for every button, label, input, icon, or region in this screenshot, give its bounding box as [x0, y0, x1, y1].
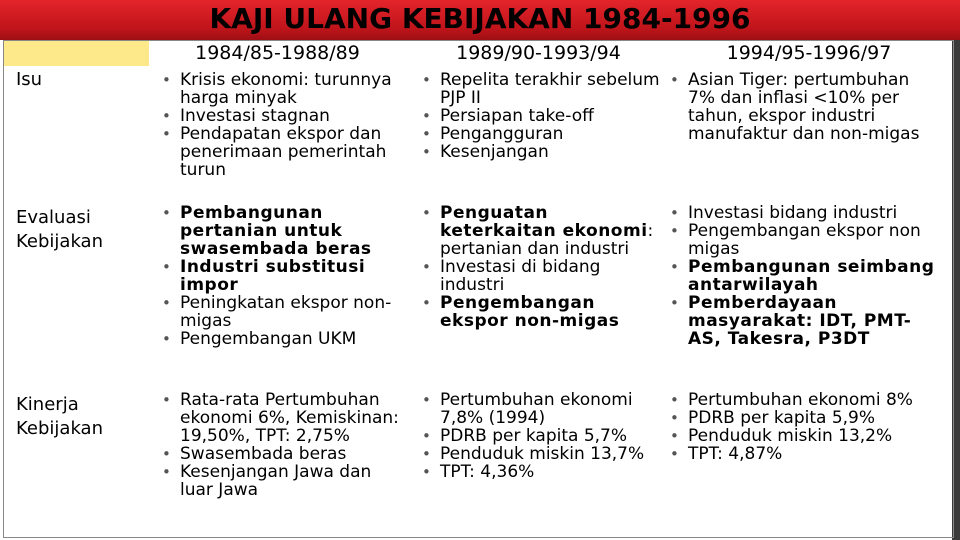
bullet-text: Investasi di bidang industri	[440, 257, 601, 295]
bullet-text: Peningkatan ekspor non-migas	[180, 293, 392, 331]
bullet-item	[668, 294, 943, 348]
bullet-item	[668, 258, 943, 294]
bullet-text: Pembangunan seimbang antarwilayah	[688, 257, 935, 295]
bullet-item	[420, 204, 660, 258]
cell-isu-1984	[160, 71, 400, 179]
bullet-item	[420, 125, 660, 143]
bullet-text: PDRB per kapita 5,7%	[440, 426, 628, 446]
bullet-text: Pendapatan ekspor dan penerimaan pemerintah turun	[180, 124, 387, 180]
bullet-text: TPT: 4,36%	[440, 462, 535, 482]
bullet-text: Pertumbuhan ekonomi 8%	[688, 390, 913, 410]
bullet-text: Penduduk miskin 13,7%	[440, 444, 645, 464]
cell-evaluasi-1994	[668, 204, 943, 348]
bullet-text: PDRB per kapita 5,9%	[688, 408, 876, 428]
bullet-text: Industri substitusi impor	[180, 257, 366, 295]
bullet-text: Pengembangan ekspor non migas	[688, 221, 921, 259]
bullet-item	[420, 391, 660, 427]
bullet-text: Rata-rata Pertumbuhan ekonomi 6%, Kemiskinan: 19,50%, TPT: 2,75%	[180, 390, 399, 446]
bullet-item	[668, 204, 943, 222]
bullet-item	[668, 409, 938, 427]
bullet-text: Pengangguran	[440, 124, 564, 144]
bullet-item	[420, 294, 660, 330]
bullet-item	[668, 445, 938, 463]
column-header-1984: 1984/85-1988/89	[195, 42, 360, 64]
row-label-kinerja: Kinerja Kebijakan	[16, 394, 103, 439]
bullet-item	[420, 107, 660, 125]
row-label-isu: Isu	[16, 69, 43, 90]
bullet-item	[420, 258, 660, 294]
bullet-text: Pengembangan ekspor non-migas	[440, 293, 620, 331]
cell-isu-1989	[420, 71, 660, 161]
bullet-item	[160, 107, 400, 125]
bullet-item	[160, 71, 400, 107]
bullet-item	[420, 463, 660, 481]
bullet-item	[420, 143, 660, 161]
bullet-item	[160, 294, 400, 330]
row-label-evaluasi: Evaluasi Kebijakan	[16, 207, 103, 252]
bullet-text: Swasembada beras	[180, 444, 347, 464]
bullet-bold-text: Penguatan keterkaitan ekonomi	[440, 203, 648, 241]
bullet-item	[668, 391, 938, 409]
slide-title: KAJI ULANG KEBIJAKAN 1984-1996	[209, 2, 751, 35]
bullet-text: Investasi stagnan	[180, 106, 330, 126]
bullet-item	[420, 445, 660, 463]
bullet-text: Repelita terakhir sebelum PJP II	[440, 70, 660, 108]
bullet-text: Pemberdayaan masyarakat: IDT, PMT-AS, Takesra, P3DT	[688, 293, 912, 349]
bullet-text: Asian Tiger: pertumbuhan 7% dan inflasi <10% per tahun, ekspor industri manufaktur dan non-migas	[688, 70, 920, 144]
bullet-text: Krisis ekonomi: turunnya harga minyak	[180, 70, 392, 108]
bullet-text: Kesenjangan	[440, 142, 549, 162]
bullet-text: Pengembangan UKM	[180, 329, 357, 349]
bullet-item	[160, 204, 400, 258]
bullet-item	[160, 258, 400, 294]
bullet-item	[160, 330, 400, 348]
bullet-item	[420, 71, 660, 107]
bullet-text: Pertumbuhan ekonomi 7,8% (1994)	[440, 390, 633, 428]
bullet-text: Kesenjangan Jawa dan luar Jawa	[180, 462, 372, 500]
bullet-item	[668, 222, 943, 258]
bullet-item	[668, 427, 938, 445]
bullet-item	[160, 391, 400, 445]
cell-evaluasi-1984	[160, 204, 400, 348]
bullet-text: Pembangunan pertanian untuk swasembada beras	[180, 203, 372, 259]
bullet-text: Investasi bidang industri	[688, 203, 898, 223]
cell-evaluasi-1989	[420, 204, 660, 330]
column-header-1994: 1994/95-1996/97	[726, 42, 892, 64]
bullet-text: Penduduk miskin 13,2%	[688, 426, 893, 446]
bullet-item	[420, 427, 660, 445]
cell-kinerja-1994	[668, 391, 938, 463]
bullet-text: Persiapan take-off	[440, 106, 594, 126]
bullet-item	[160, 445, 400, 463]
bullet-item	[668, 71, 938, 143]
bullet-text: : pertanian dan industri	[440, 221, 654, 259]
header-highlight-cell	[4, 41, 149, 66]
cell-isu-1994	[668, 71, 938, 143]
cell-kinerja-1989	[420, 391, 660, 481]
bullet-item	[160, 125, 400, 179]
bullet-item	[160, 463, 400, 499]
column-header-1989: 1989/90-1993/94	[456, 42, 621, 64]
bullet-text: TPT: 4,87%	[688, 444, 783, 464]
cell-kinerja-1984	[160, 391, 400, 499]
